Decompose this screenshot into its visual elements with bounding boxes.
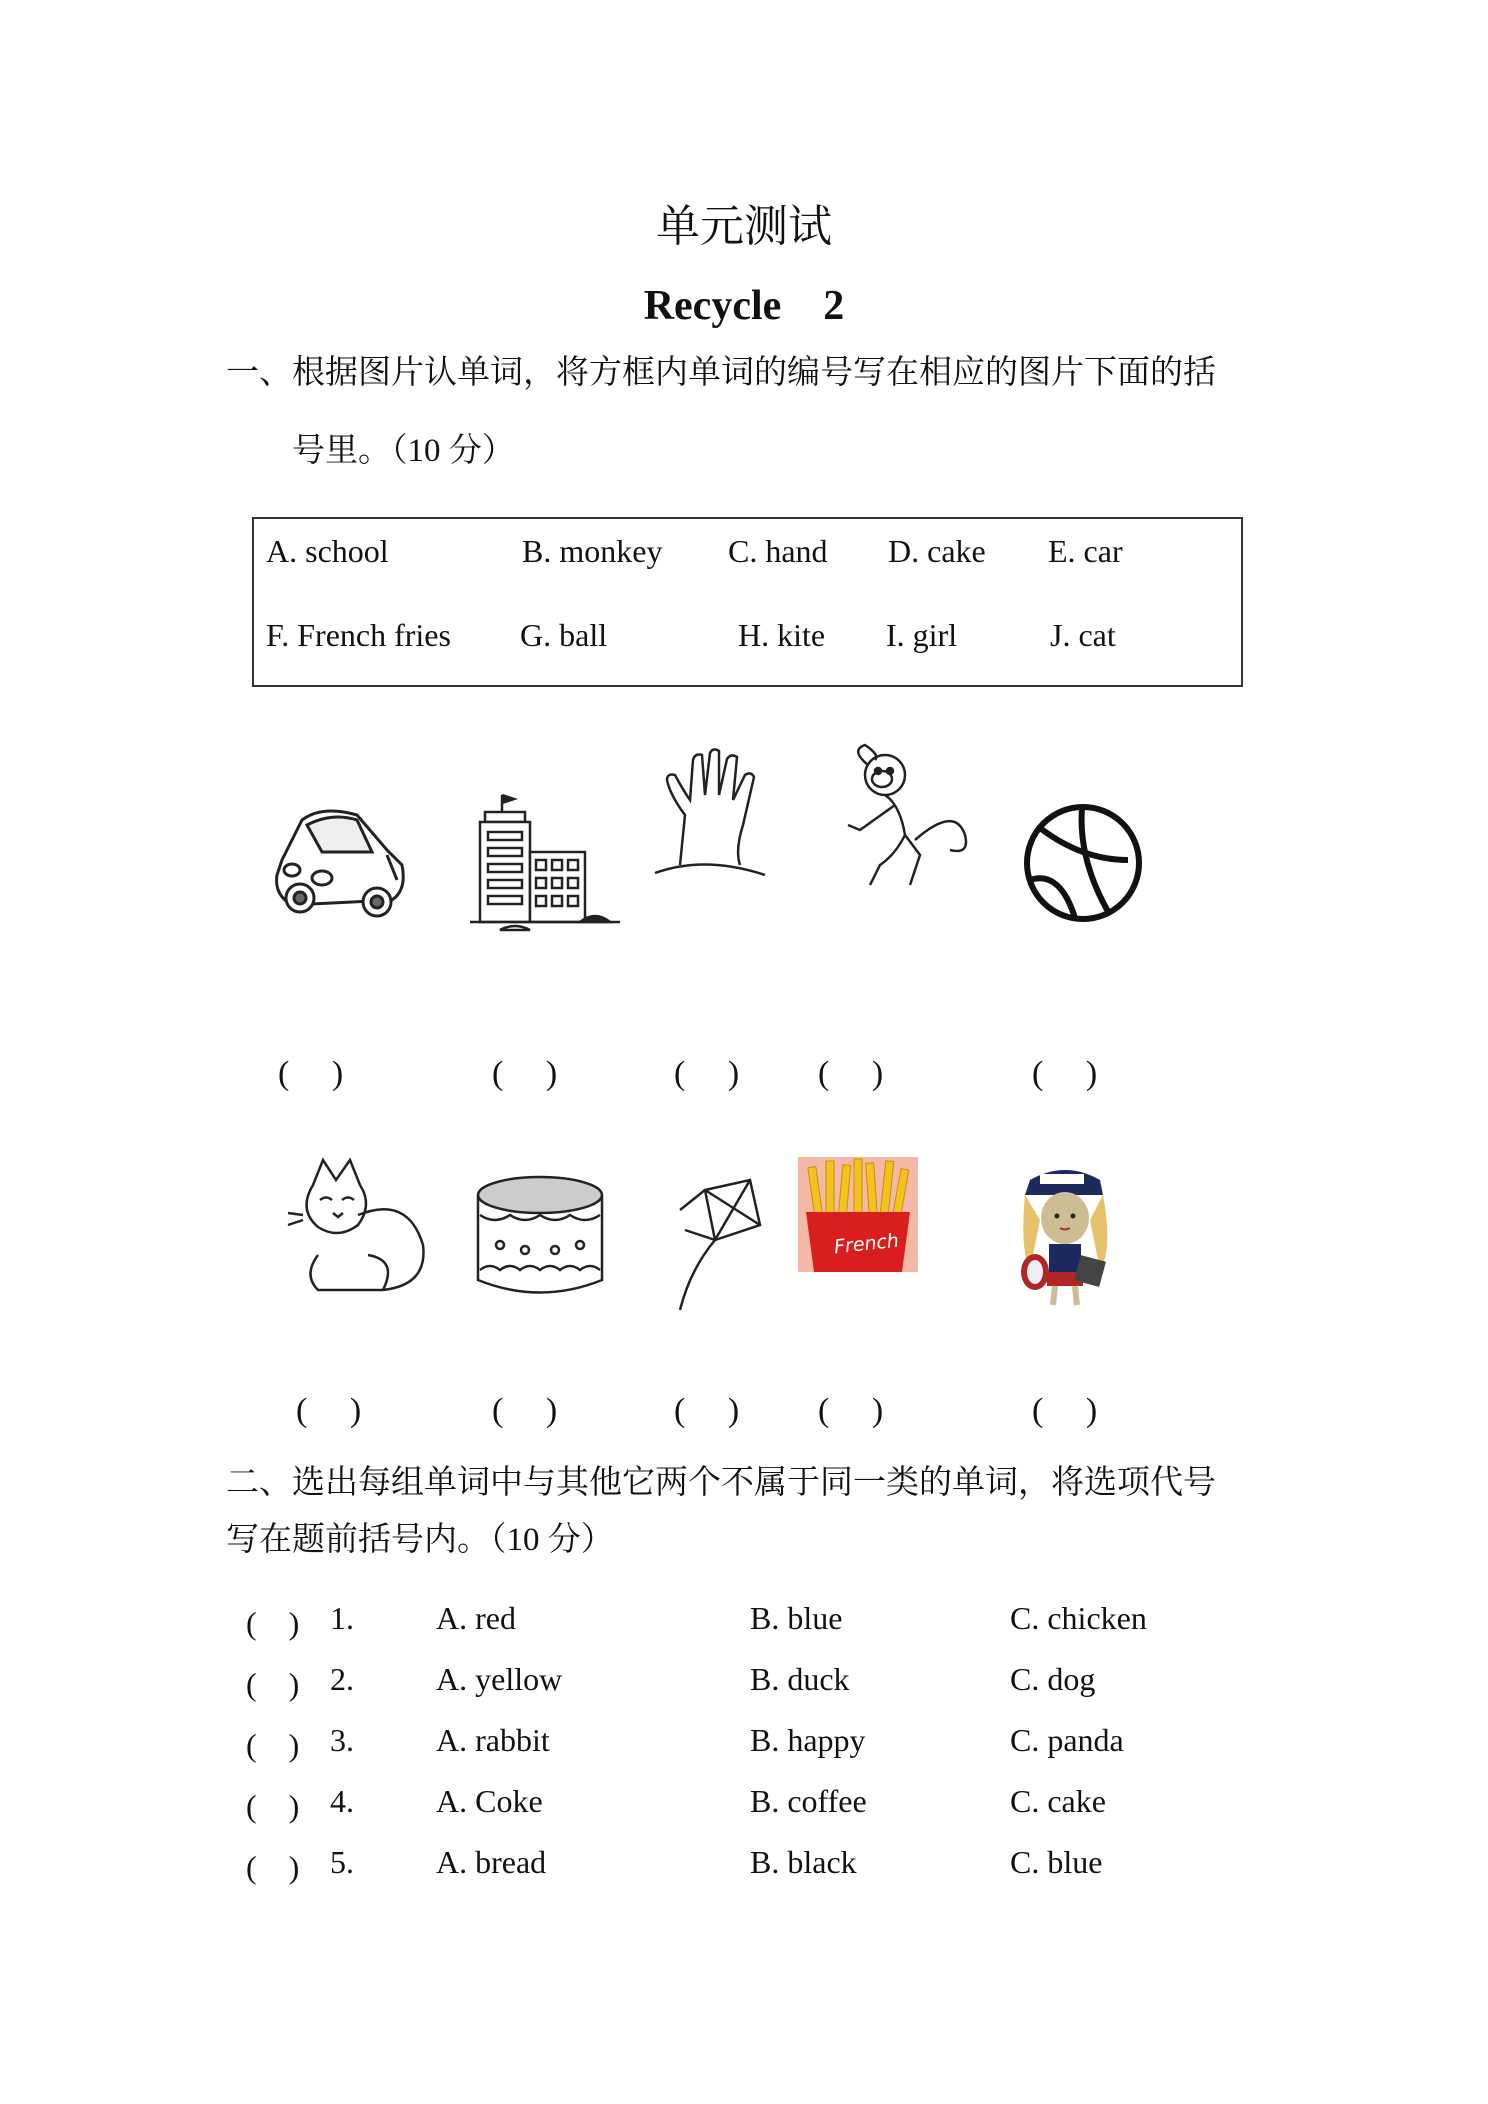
word-option-b: B. monkey — [522, 533, 663, 569]
word-option-e: E. car — [1048, 533, 1123, 569]
answer-blank-1[interactable]: ( ) — [278, 1055, 344, 1092]
question-option-a: A. yellow — [436, 1661, 563, 1697]
question-blank-5[interactable]: ( ) — [246, 1849, 300, 1885]
question-option-c: C. blue — [1010, 1844, 1103, 1880]
question-option-a: A. red — [436, 1600, 516, 1636]
question-option-a: A. Coke — [436, 1783, 543, 1819]
girl-picture — [1005, 1160, 1125, 1310]
answer-blank-3[interactable]: ( ) — [674, 1055, 740, 1092]
answer-blank-4[interactable]: ( ) — [818, 1055, 884, 1092]
question-number: 1. — [330, 1600, 354, 1636]
question-option-c: C. cake — [1010, 1783, 1106, 1819]
word-option-h: H. kite — [738, 617, 826, 653]
question-option-a: A. bread — [436, 1844, 547, 1880]
word-option-i: I. girl — [886, 617, 958, 653]
word-option-c: C. hand — [728, 533, 828, 569]
word-option-g: G. ball — [520, 617, 608, 653]
question-blank-1[interactable]: ( ) — [246, 1605, 300, 1641]
answer-blank-10[interactable]: ( ) — [1032, 1392, 1098, 1429]
fries-box-label: French — [833, 1229, 900, 1259]
question-blank-4[interactable]: ( ) — [246, 1788, 300, 1824]
car-picture — [262, 790, 412, 930]
word-box — [252, 517, 1243, 687]
cat-picture — [288, 1155, 438, 1305]
page-subtitle: Recycle 2 — [643, 283, 845, 329]
question-option-c: C. chicken — [1010, 1600, 1147, 1636]
section1-heading-line1: 一、根据图片认单词，将方框内单词的编号写在相应的图片下面的括 — [226, 355, 1216, 391]
answer-blank-7[interactable]: ( ) — [492, 1392, 558, 1429]
section1-heading-line2: 号里。（10 分） — [292, 433, 515, 469]
question-number: 5. — [330, 1844, 354, 1880]
cake-picture — [470, 1170, 610, 1310]
answer-blank-2[interactable]: ( ) — [492, 1055, 558, 1092]
answer-blank-6[interactable]: ( ) — [296, 1392, 362, 1429]
question-option-b: B. black — [750, 1844, 857, 1880]
question-option-b: B. duck — [750, 1661, 850, 1697]
section2-heading-line1: 二、选出每组单词中与其他它两个不属于同一类的单词，将选项代号 — [226, 1465, 1216, 1501]
question-blank-3[interactable]: ( ) — [246, 1727, 300, 1763]
hand-picture — [655, 745, 775, 885]
answer-blank-9[interactable]: ( ) — [818, 1392, 884, 1429]
question-number: 4. — [330, 1783, 354, 1819]
question-option-a: A. rabbit — [436, 1722, 550, 1758]
school-picture — [470, 790, 620, 940]
answer-blank-5[interactable]: ( ) — [1032, 1055, 1098, 1092]
word-option-f: F. French fries — [266, 617, 451, 653]
question-option-b: B. happy — [750, 1722, 866, 1758]
monkey-picture — [840, 745, 980, 895]
ball-picture — [1020, 800, 1150, 930]
question-option-b: B. blue — [750, 1600, 843, 1636]
word-option-a: A. school — [266, 533, 389, 569]
question-number: 2. — [330, 1661, 354, 1697]
section2-heading-line2: 写在题前括号内。（10 分） — [226, 1522, 614, 1558]
word-option-d: D. cake — [888, 533, 986, 569]
question-number: 3. — [330, 1722, 354, 1758]
answer-blank-8[interactable]: ( ) — [674, 1392, 740, 1429]
question-blank-2[interactable]: ( ) — [246, 1666, 300, 1702]
word-option-j: J. cat — [1050, 617, 1116, 653]
question-option-c: C. dog — [1010, 1661, 1096, 1697]
question-option-c: C. panda — [1010, 1722, 1124, 1758]
kite-picture — [670, 1180, 770, 1315]
question-option-b: B. coffee — [750, 1783, 867, 1819]
page-title: 单元测试 — [656, 202, 832, 251]
